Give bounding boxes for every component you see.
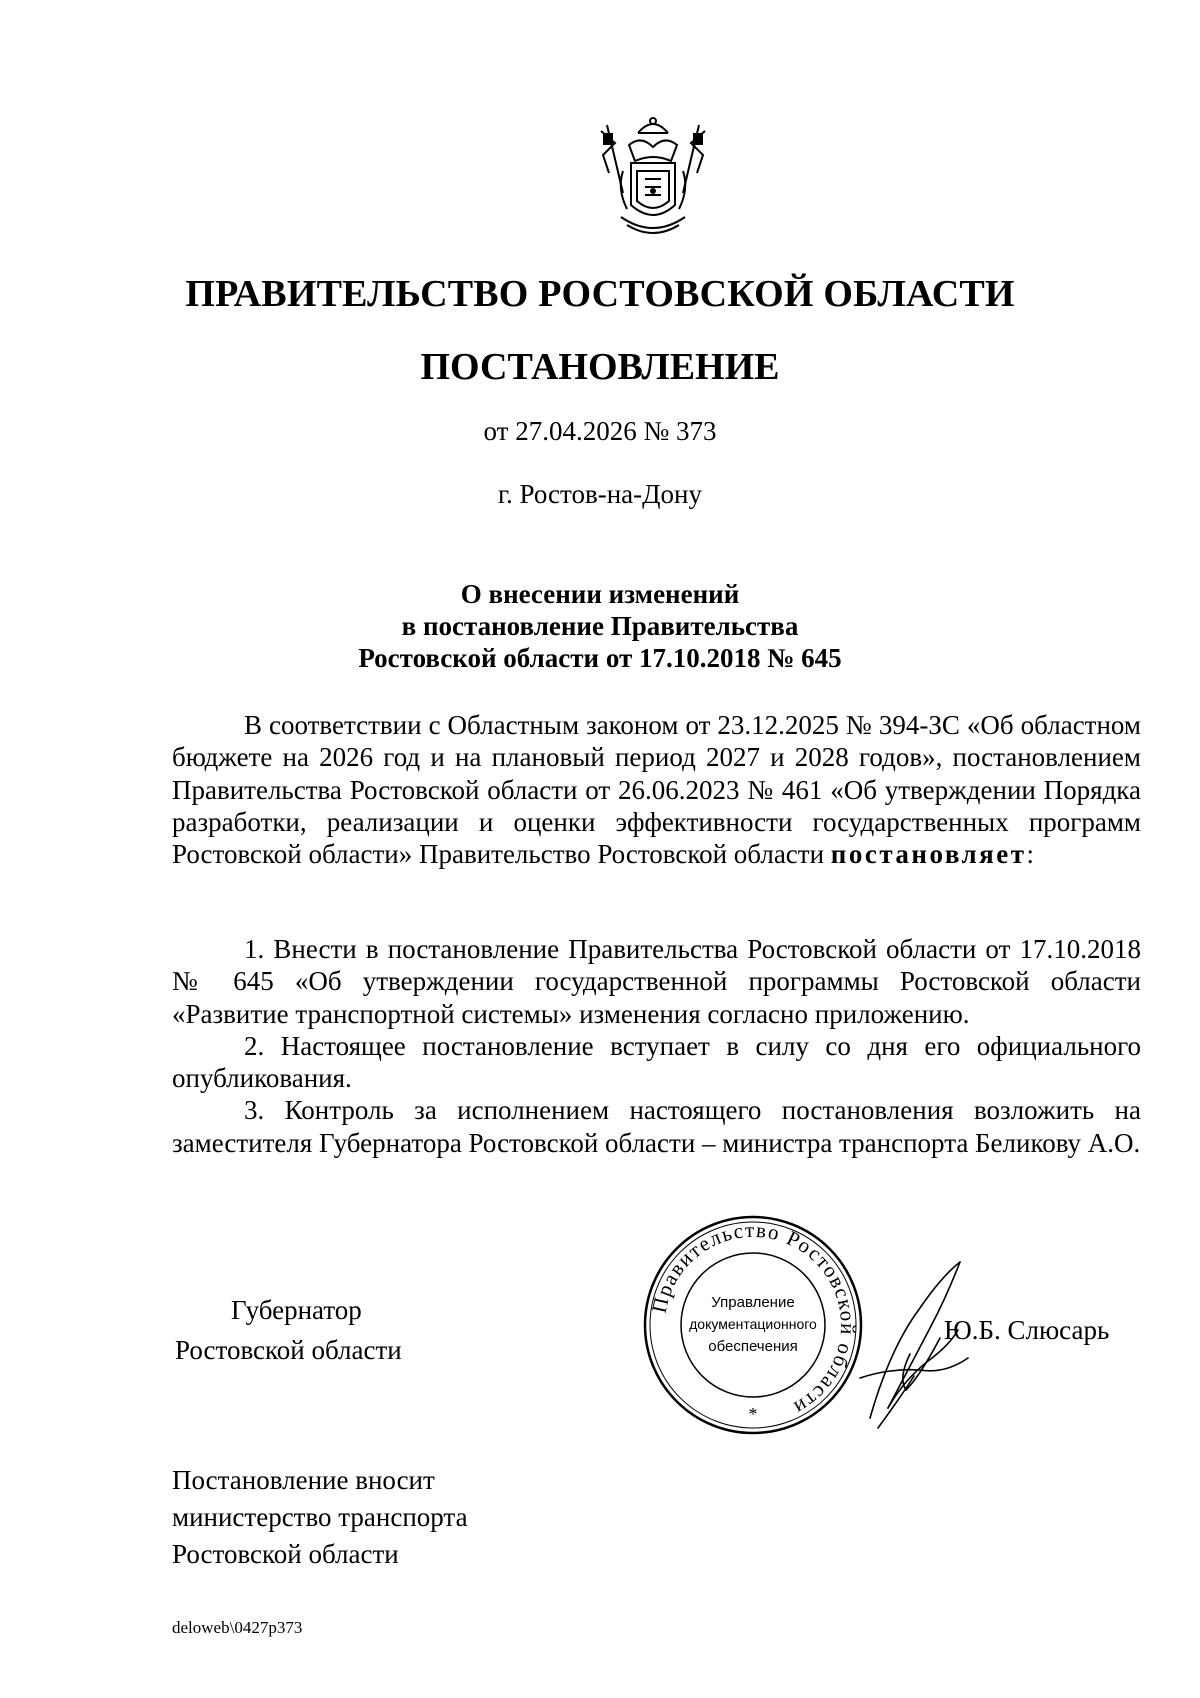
preamble-end: : (1026, 839, 1035, 870)
introducer-line: Постановление вносит (172, 1465, 435, 1495)
handwritten-signature (850, 1258, 980, 1438)
signatory-position-line: Губернатор (231, 1295, 362, 1325)
document-type: ПОСТАНОВЛЕНИЕ (420, 346, 780, 388)
decree-item: 1. Внести в постановление Правительства Ростовской области от 17.10.2018 № 645 «Об утверждении государственной программы Ростовской области «Развитие транспортной системы» изменения согласно приложению. (172, 934, 1141, 1029)
signatory-name: Ю.Б. Слюсарь (944, 1315, 1110, 1345)
stamp-center-line: Управление (711, 1294, 795, 1311)
document-date-number: от 27.04.2026 № 373 (483, 416, 717, 446)
government-title: ПРАВИТЕЛЬСТВО РОСТОВСКОЙ ОБЛАСТИ (185, 273, 1015, 315)
subject-line: в постановление Правительства (401, 611, 799, 641)
decree-item: 3. Контроль за исполнением настоящего постановления возложить на заместителя Губернатора Ростовской области – министра транспорта Беликову А.О. (172, 1095, 1141, 1158)
subject-line: Ростовской области от 17.10.2018 № 645 (358, 643, 842, 673)
decree-item: 2. Настоящее постановление вступает в силу со дня его официального опубликования. (172, 1030, 1141, 1094)
stamp-center-line: документационного (689, 1316, 817, 1332)
document-subject (0, 578, 1200, 674)
stamp-center-line: обеспечения (708, 1338, 798, 1355)
preamble (172, 709, 1141, 870)
official-stamp (640, 1212, 866, 1438)
stamp-star: * (748, 1404, 758, 1424)
preamble-text: В соответствии с Областным законом от 23.12.2025 № 394-ЗС «Об областном бюджете на 2026 год и на плановый период 2027 и 2028 годов», постановлением Правительства Ростовской области от 26.06.2023 № 461 «Об утверждении Порядка разработки, реализации и оценки эффективности государственных программ Ростовской области» Правительство Ростовской области (172, 710, 1141, 870)
document-place: г. Ростов-на-Дону (497, 479, 702, 509)
preamble-paragraph (172, 709, 1141, 870)
decree-items (172, 933, 1141, 1159)
introducer-line: Ростовской области (172, 1539, 399, 1569)
decree-keyword: постановляет (830, 839, 1027, 870)
introducer-line: министерство транспорта (172, 1502, 468, 1532)
coat-of-arms-icon (593, 113, 713, 243)
signatory-position (175, 1290, 402, 1370)
introducer-block (172, 1462, 468, 1573)
subject-line: О внесении изменений (460, 579, 740, 609)
document-code: deloweb\0427p373 (172, 1618, 303, 1637)
signatory-position-line: Ростовской области (175, 1335, 402, 1365)
stamp-ring-text: Правительство Ростовской области (646, 1217, 861, 1421)
